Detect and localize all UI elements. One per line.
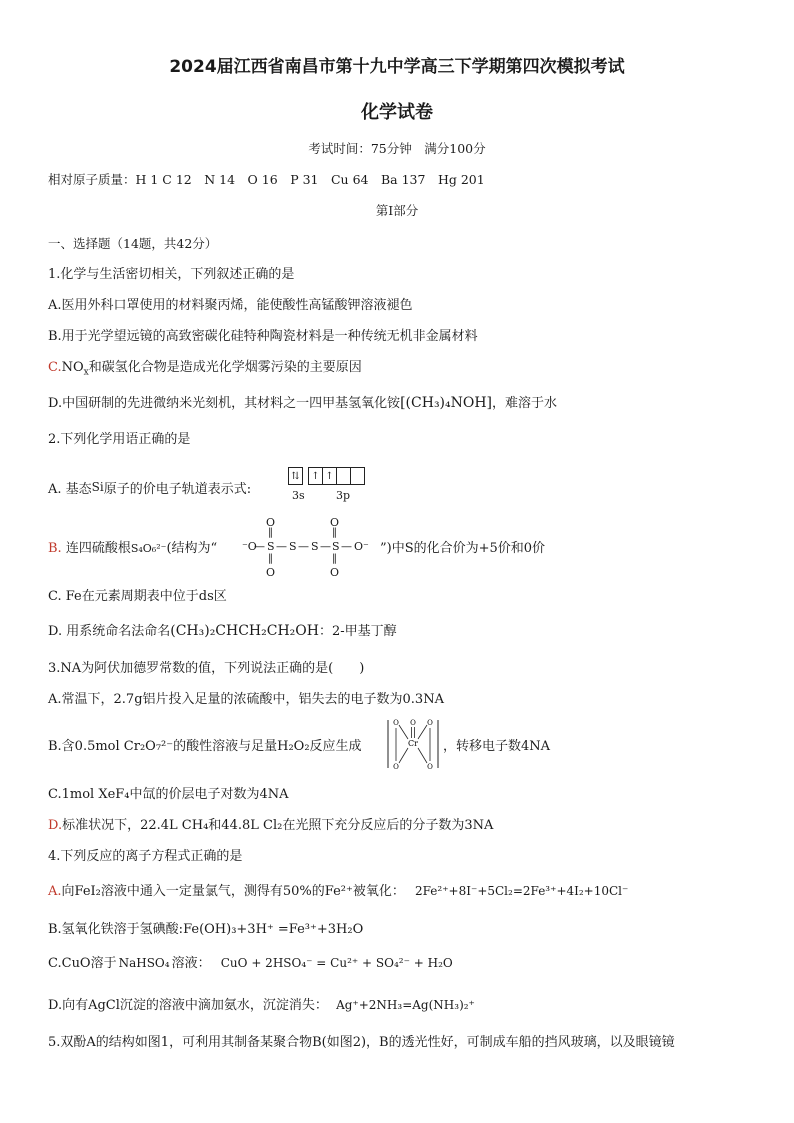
tetrathionate-structure [242, 516, 377, 580]
q1-option-b: B.用于光学望远镜的高致密碳化硅特种陶瓷材料是一种传统无机非金属材料 [48, 329, 478, 344]
struct-o-bottom-1: O [266, 566, 276, 579]
q1-option-c [48, 359, 362, 377]
exam-title: 2024届江西省南昌市第十九中学高三下学期第四次模拟考试 [169, 57, 625, 77]
q1-option-a: A.医用外科口罩使用的材料聚丙烯，能使酸性高锰酸钾溶液褪色 [48, 298, 413, 313]
q4-option-b: B.氢氧化铁溶于氢碘酸:Fe(OH)₃+3H⁺ =Fe³⁺+3H₂O [48, 922, 364, 937]
q3-option-b-tail: ，转移电子数4NA [443, 739, 551, 754]
q2-b-tail: ”)中S的化合价为+5价和0价 [380, 541, 546, 556]
q2-d-tail: ：2-甲基丁醇 [318, 624, 397, 639]
q4-d-equation: Ag⁺+2NH₃=Ag(NH₃)₂⁺ [336, 998, 475, 1012]
part-label: 第I部分 [375, 203, 419, 218]
q4-option-d [48, 996, 475, 1015]
cr-bond-6 [399, 748, 408, 763]
q2-d-formula: (CH₃)₂CHCH₂CH₂OH [170, 623, 319, 639]
q2-a-tail: 原子的价电子轨道表示式: [103, 482, 252, 497]
section-heading: 一、选择题（14题，共42分） [48, 236, 218, 251]
q2-d-text: D. 用系统命名法命名 [48, 624, 171, 639]
struct-s-4: S [332, 540, 340, 553]
orbital-box-3p-1: ↑ [308, 467, 323, 485]
orbital-box-3p-2: ↑ [322, 467, 337, 485]
q3-option-d [48, 817, 493, 835]
orbital-label-3s: 3s [292, 489, 305, 502]
q2-option-b-letter: B. [48, 541, 62, 556]
q4-a-text: 向FeI₂溶液中通入一定量氯气，测得有50%的Fe²⁺被氧化： [61, 884, 405, 899]
cro5-structure [386, 716, 440, 772]
q4-option-a [48, 882, 628, 901]
q1-stem: 1.化学与生活密切相关，下列叙述正确的是 [48, 267, 295, 282]
struct-s-3: S [311, 540, 319, 553]
q4-option-a-letter: A. [48, 884, 62, 899]
struct-bond-bottom-1: ‖ [268, 553, 273, 564]
exam-info: 考试时间：75分钟 满分100分 [308, 141, 486, 156]
cr-bond-1 [399, 725, 408, 739]
struct-s-2: S [289, 540, 297, 553]
q1-option-d [48, 394, 557, 413]
cr-o-5: O [427, 763, 433, 771]
exam-subtitle: 化学试卷 [361, 102, 433, 123]
q1-d-tail: ，难溶于水 [492, 396, 558, 411]
q3-stem: 3.NA为阿伏加德罗常数的值，下列说法正确的是( ) [48, 661, 365, 676]
q4-option-c [48, 954, 453, 973]
q1-d-text: D.中国研制的先进微纳米光刻机，其材料之一四甲基氢氧化铵 [48, 396, 401, 411]
q2-a-text: A. 基态 [48, 482, 92, 497]
q4-d-text: D.向有AgCl沉淀的溶液中滴加氨水，沉淀消失： [48, 998, 328, 1013]
q3-option-b-text: B.含0.5mol Cr₂O₇²⁻的酸性溶液与足量H₂O₂反应生成 [48, 739, 362, 754]
struct-s-1: S [267, 540, 275, 553]
struct-dash-1: — [254, 540, 265, 553]
cr-bond-2 [418, 725, 427, 739]
q1-c-text: 和碳氢化合物是造成光化学烟雾污染的主要原因 [88, 360, 362, 375]
cr-center: Cr [408, 739, 418, 748]
q2-option-b [48, 540, 217, 558]
struct-bond-top-2: ‖ [332, 527, 337, 538]
q3-option-d-letter: D. [48, 818, 63, 833]
cr-o-2: O [410, 719, 416, 727]
orbital-box-3p-3 [336, 467, 351, 485]
q1-d-formula: [(CH₃)₄NOH] [400, 395, 493, 411]
struct-o-minus-left: ⁻O [242, 540, 257, 553]
q2-option-a [48, 478, 251, 499]
q1-c-subscript: x [83, 367, 89, 378]
q2-b-text: 连四硫酸根 [65, 541, 131, 556]
cr-bond-7 [418, 748, 427, 763]
q5-stem: 5.双酚A的结构如图1，可利用其制备某聚合物B(如图2)，B的透光性好，可制成车船的挡风玻璃，以及眼镜镜 [48, 1035, 675, 1050]
struct-o-top-1: O [266, 516, 276, 529]
struct-dash-2: — [276, 540, 287, 553]
struct-dash-4: — [320, 540, 331, 553]
q4-c-mid: 溶液： [171, 956, 211, 971]
q2-option-c: C. Fe在元素周期表中位于ds区 [48, 589, 227, 604]
q4-c-text: C.CuO溶于 [48, 956, 117, 971]
q3-d-text: 标准状况下，22.4L CH₄和44.8L Cl₂在光照下充分反应后的分子数为3NA [62, 818, 494, 833]
struct-o-bottom-2: O [330, 566, 340, 579]
q1-c-formula: NO [61, 360, 84, 375]
struct-o-top-2: O [330, 516, 340, 529]
q4-stem: 4.下列反应的离子方程式正确的是 [48, 849, 243, 864]
q4-c-salt: NaHSO₄ [118, 956, 170, 970]
q2-option-d [48, 622, 397, 641]
orbital-label-3p: 3p [336, 489, 351, 502]
q1-option-c-letter: C. [48, 360, 62, 375]
q2-stem: 2.下列化学用语正确的是 [48, 432, 191, 447]
q2-b-mid: (结构为“ [166, 541, 218, 556]
struct-dash-5: — [341, 540, 352, 553]
q3-option-c: C.1mol XeF₄中氙的价层电子对数为4NA [48, 787, 289, 802]
orbital-box-3s: ⇅ [288, 467, 303, 485]
q2-b-ion: S₄O₆²⁻ [130, 542, 167, 555]
cr-o-4: O [393, 763, 399, 771]
struct-o-minus-right: O⁻ [354, 540, 369, 553]
struct-dash-3: — [298, 540, 309, 553]
atomic-mass: 相对原子质量：H 1 C 12 N 14 O 16 P 31 Cu 64 Ba 137 Hg 201 [48, 172, 485, 187]
orbital-box-3p-4 [350, 467, 365, 485]
cr-o-1: O [393, 719, 399, 727]
q2-a-si: Si [91, 480, 104, 494]
struct-bond-bottom-2: ‖ [332, 553, 337, 564]
q4-a-equation: 2Fe²⁺+8I⁻+5Cl₂=2Fe³⁺+4I₂+10Cl⁻ [415, 884, 629, 898]
cr-o-3: O [427, 719, 433, 727]
q4-c-equation: CuO + 2HSO₄⁻ = Cu²⁺ + SO₄²⁻ + H₂O [220, 956, 453, 970]
q3-option-a: A.常温下，2.7g铝片投入足量的浓硫酸中，铝失去的电子数为0.3NA [48, 692, 444, 707]
struct-bond-top-1: ‖ [268, 527, 273, 538]
